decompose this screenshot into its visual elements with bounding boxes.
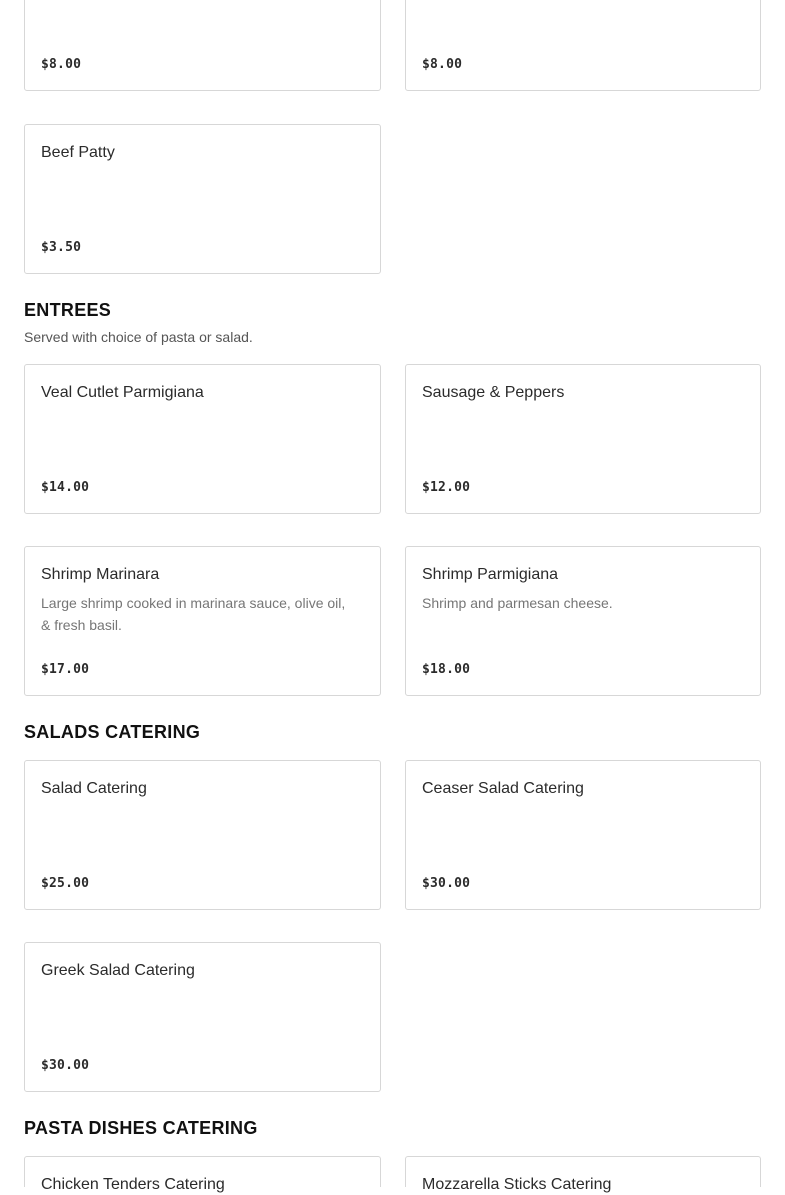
item-price: $8.00 xyxy=(422,57,463,72)
section-subtitle-entrees: Served with choice of pasta or salad. xyxy=(24,329,253,345)
menu-item-card[interactable] xyxy=(405,364,761,514)
item-description: Shrimp and parmesan cheese. xyxy=(422,595,613,611)
menu-item-card[interactable] xyxy=(24,1156,381,1193)
item-price: $17.00 xyxy=(41,662,90,677)
item-price: $3.50 xyxy=(41,240,82,255)
item-name: Ceaser Salad Catering xyxy=(422,780,584,797)
item-price: $18.00 xyxy=(422,662,471,677)
menu-item-card[interactable] xyxy=(405,0,761,91)
item-name: Veal Cutlet Parmigiana xyxy=(41,384,204,401)
menu-item-card[interactable] xyxy=(24,546,381,696)
item-price: $14.00 xyxy=(41,480,90,495)
section-title-salads-catering: SALADS CATERING xyxy=(24,722,201,742)
item-name: Salad Catering xyxy=(41,780,147,797)
section-title-entrees: ENTREES xyxy=(24,300,112,320)
menu-item-card[interactable] xyxy=(24,942,381,1092)
section-title-pasta-catering: PASTA DISHES CATERING xyxy=(24,1118,258,1138)
item-name: Shrimp Parmigiana xyxy=(422,566,559,583)
menu-item-card[interactable] xyxy=(24,0,381,91)
item-name: Greek Salad Catering xyxy=(41,962,195,979)
item-name: Shrimp Marinara xyxy=(41,566,160,583)
item-price: $12.00 xyxy=(422,480,471,495)
menu-item-card[interactable] xyxy=(405,760,761,910)
item-price: $30.00 xyxy=(41,1058,90,1073)
menu-item-card[interactable] xyxy=(405,546,761,696)
item-name: Beef Patty xyxy=(41,144,115,161)
menu-item-card[interactable] xyxy=(24,760,381,910)
item-description: Large shrimp cooked in marinara sauce, olive oil, & fresh basil. xyxy=(41,595,346,633)
item-price: $30.00 xyxy=(422,876,471,891)
item-price: $8.00 xyxy=(41,57,82,72)
item-name: Sausage & Peppers xyxy=(422,384,565,401)
menu-item-card[interactable] xyxy=(405,1156,761,1193)
menu-item-card[interactable] xyxy=(24,364,381,514)
menu-item-card[interactable] xyxy=(24,124,381,274)
item-price: $25.00 xyxy=(41,876,90,891)
item-name: Chicken Tenders Catering xyxy=(41,1176,225,1193)
item-name: Mozzarella Sticks Catering xyxy=(422,1176,612,1193)
